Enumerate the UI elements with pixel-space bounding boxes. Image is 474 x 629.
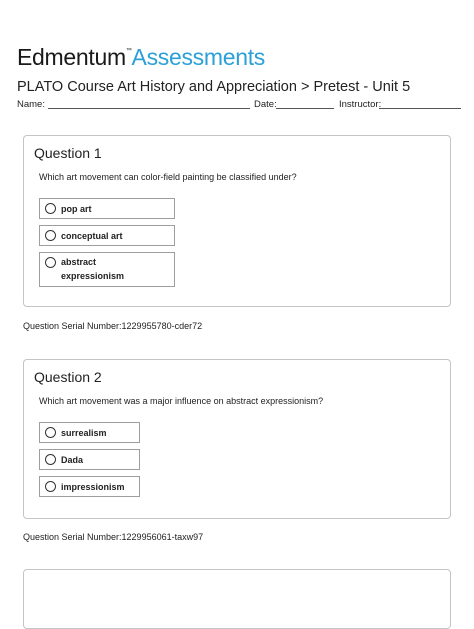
question-serial-number: Question Serial Number:1229955780-cder72 xyxy=(23,321,203,331)
date-label: Date: xyxy=(254,99,277,110)
question-text: Which art movement was a major influence on abstract expressionism? xyxy=(39,396,324,406)
answer-option-conceptual-art[interactable] xyxy=(39,225,175,246)
radio-button-icon[interactable] xyxy=(45,230,56,241)
logo-trademark: ™ xyxy=(125,48,132,54)
question-title: Question 1 xyxy=(34,145,102,161)
logo-product: Assessments xyxy=(131,44,265,70)
option-label: impressionism xyxy=(61,482,125,492)
edmentum-logo xyxy=(17,44,265,74)
question-card-1 xyxy=(23,135,451,307)
option-label: abstract expressionism xyxy=(61,257,125,281)
answer-option-abstract-expressionism[interactable] xyxy=(39,252,175,287)
answer-option-dada[interactable] xyxy=(39,449,140,470)
option-label: surrealism xyxy=(61,428,107,438)
radio-button-icon[interactable] xyxy=(45,454,56,465)
instructor-field-line[interactable] xyxy=(379,108,461,109)
date-field-line[interactable] xyxy=(276,108,334,109)
radio-button-icon[interactable] xyxy=(45,203,56,214)
question-title: Question 2 xyxy=(34,369,102,385)
question-card-2 xyxy=(23,359,451,519)
answer-option-impressionism[interactable] xyxy=(39,476,140,497)
name-label: Name: xyxy=(17,99,45,110)
course-title: PLATO Course Art History and Appreciation > Pretest - Unit 5 xyxy=(17,79,411,95)
instructor-label: Instructor: xyxy=(339,99,382,110)
option-label: conceptual art xyxy=(61,231,123,241)
radio-button-icon[interactable] xyxy=(45,481,56,492)
question-serial-number: Question Serial Number:1229956061-taxw97 xyxy=(23,532,204,542)
option-label: Dada xyxy=(61,455,84,465)
option-label: pop art xyxy=(61,204,92,214)
radio-button-icon[interactable] xyxy=(45,427,56,438)
answer-option-surrealism[interactable] xyxy=(39,422,140,443)
question-text: Which art movement can color-field painting be classified under? xyxy=(39,172,297,182)
answer-option-pop-art[interactable] xyxy=(39,198,175,219)
question-card-3 xyxy=(23,569,451,629)
logo-brand: Edmentum xyxy=(17,44,126,70)
name-field-line[interactable] xyxy=(48,108,250,109)
radio-button-icon[interactable] xyxy=(45,257,56,268)
